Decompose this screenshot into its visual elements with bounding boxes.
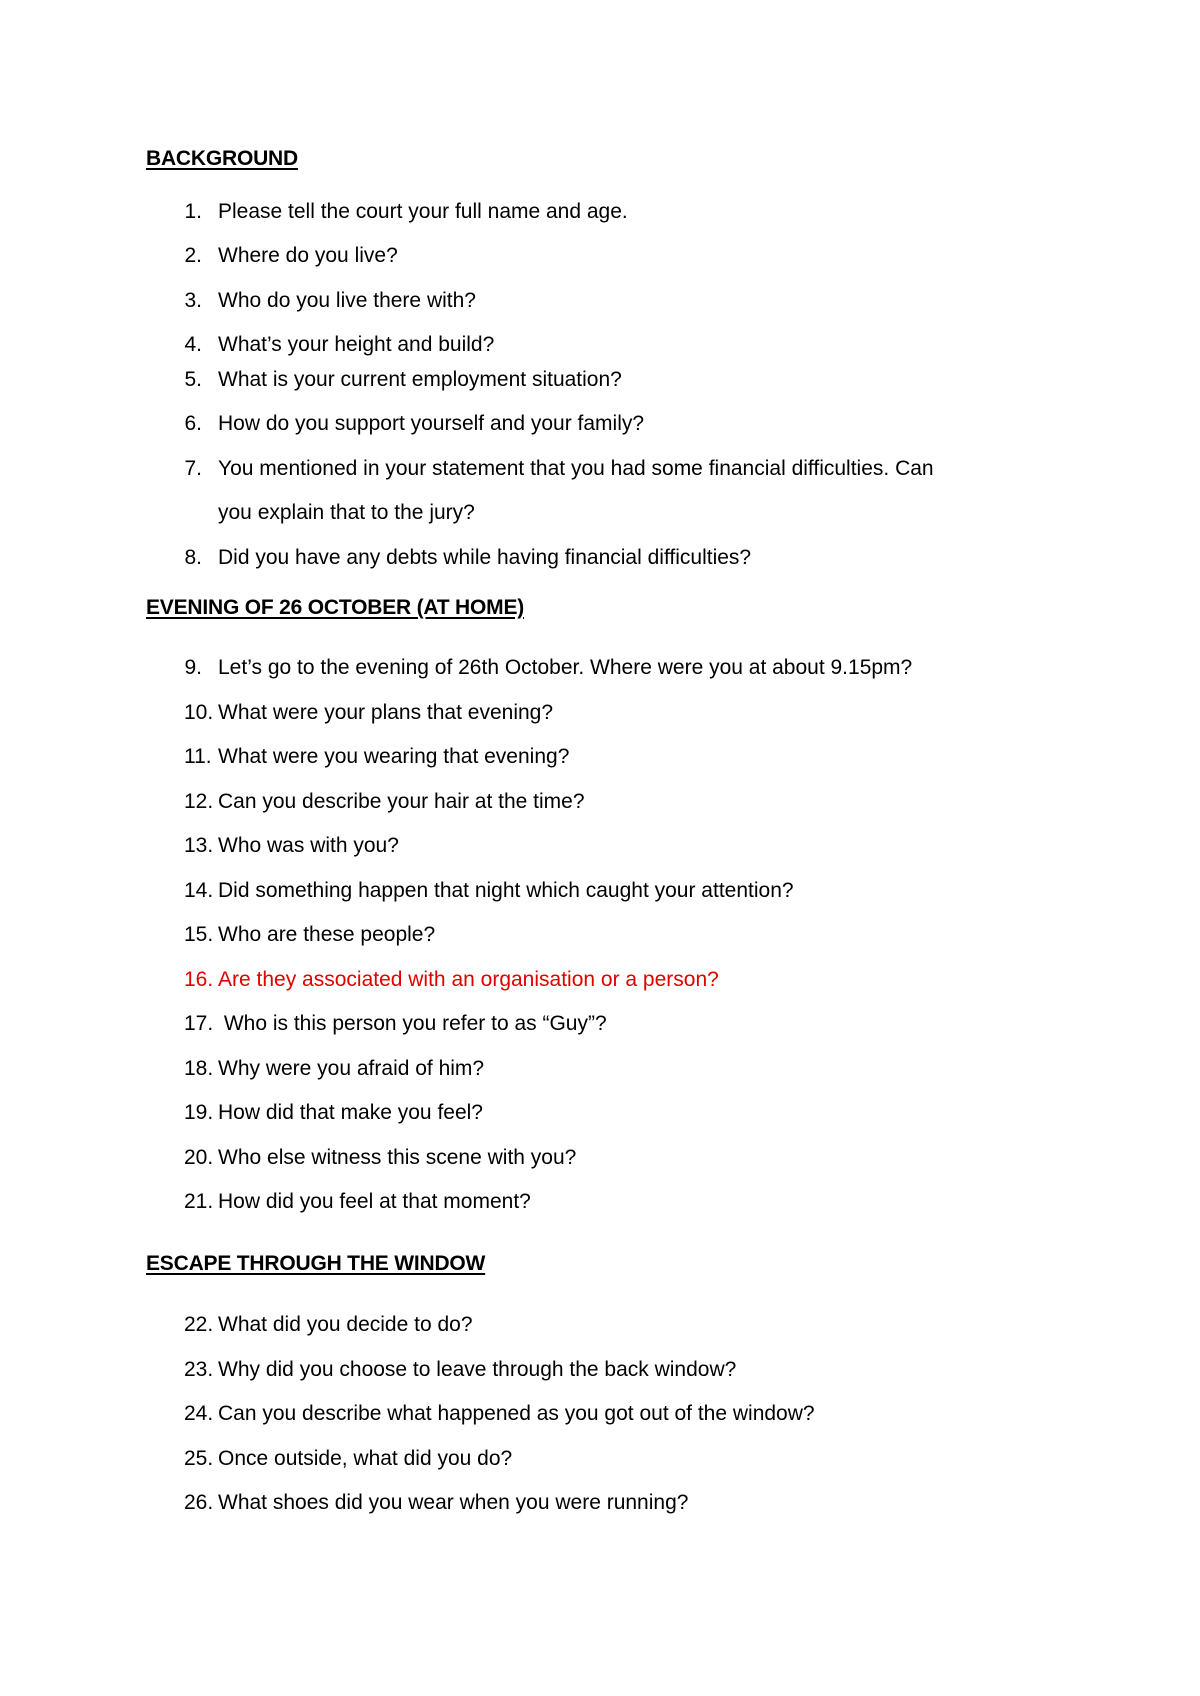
question-number: 7. <box>184 457 202 480</box>
question-text: Who else witness this scene with you? <box>218 1146 577 1169</box>
question-number: 2. <box>184 244 202 267</box>
question-text: Who are these people? <box>218 923 436 946</box>
question-number: 11. <box>184 745 212 768</box>
question-text: Who was with you? <box>218 834 399 857</box>
question-number: 1. <box>184 200 202 223</box>
question-number: 6. <box>184 412 202 435</box>
question-text: How do you support yourself and your family? <box>218 412 645 435</box>
question-number: 19. <box>184 1101 214 1124</box>
question-text: Let’s go to the evening of 26th October. Where were you at about 9.15pm? <box>218 656 913 679</box>
question-text: Did something happen that night which caught your attention? <box>218 879 794 902</box>
question-number: 18. <box>184 1057 214 1080</box>
question-number: 14. <box>184 879 214 902</box>
question-text: Please tell the court your full name and age. <box>218 200 628 223</box>
question-text: Did you have any debts while having financial difficulties? <box>218 546 752 569</box>
question-text: What were you wearing that evening? <box>218 745 570 768</box>
question-text: Where do you live? <box>218 244 398 267</box>
question-text: Why were you afraid of him? <box>218 1057 485 1080</box>
question-number: 9. <box>184 656 202 679</box>
question-text: Why did you choose to leave through the back window? <box>218 1358 737 1381</box>
question-number: 10. <box>184 701 214 724</box>
question-number: 3. <box>184 289 202 312</box>
question-number: 26. <box>184 1491 214 1514</box>
section-heading-background: BACKGROUND <box>146 147 298 170</box>
question-text: What shoes did you wear when you were running? <box>218 1491 689 1514</box>
question-number: 24. <box>184 1402 214 1425</box>
question-text: Can you describe what happened as you got out of the window? <box>218 1402 815 1425</box>
question-number: 16. <box>184 968 214 991</box>
question-number: 17. <box>184 1012 214 1035</box>
question-number: 20. <box>184 1146 214 1169</box>
question-number: 25. <box>184 1447 214 1470</box>
question-number: 15. <box>184 923 214 946</box>
question-number: 4. <box>184 333 202 356</box>
question-number: 5. <box>184 368 202 391</box>
question-number: 22. <box>184 1313 214 1336</box>
question-number: 21. <box>184 1190 214 1213</box>
question-text: What were your plans that evening? <box>218 701 554 724</box>
question-text: What is your current employment situation? <box>218 368 622 391</box>
question-text: Who do you live there with? <box>218 289 476 312</box>
question-number: 12. <box>184 790 214 813</box>
question-text: How did that make you feel? <box>218 1101 483 1124</box>
section-heading-escape: ESCAPE THROUGH THE WINDOW <box>146 1252 486 1275</box>
question-text: Are they associated with an organisation or a person? <box>218 968 719 991</box>
question-text: How did you feel at that moment? <box>218 1190 531 1213</box>
question-text: Who is this person you refer to as “Guy”? <box>218 1012 607 1035</box>
question-number: 8. <box>184 546 202 569</box>
question-text: What’s your height and build? <box>218 333 495 356</box>
question-text: Can you describe your hair at the time? <box>218 790 585 813</box>
question-text-continued: you explain that to the jury? <box>218 501 475 524</box>
question-text: Once outside, what did you do? <box>218 1447 513 1470</box>
question-text: You mentioned in your statement that you had some financial difficulties. Can <box>218 457 934 480</box>
question-number: 13. <box>184 834 214 857</box>
section-heading-evening: EVENING OF 26 OCTOBER (AT HOME) <box>146 596 525 619</box>
question-number: 23. <box>184 1358 214 1381</box>
question-text: What did you decide to do? <box>218 1313 473 1336</box>
